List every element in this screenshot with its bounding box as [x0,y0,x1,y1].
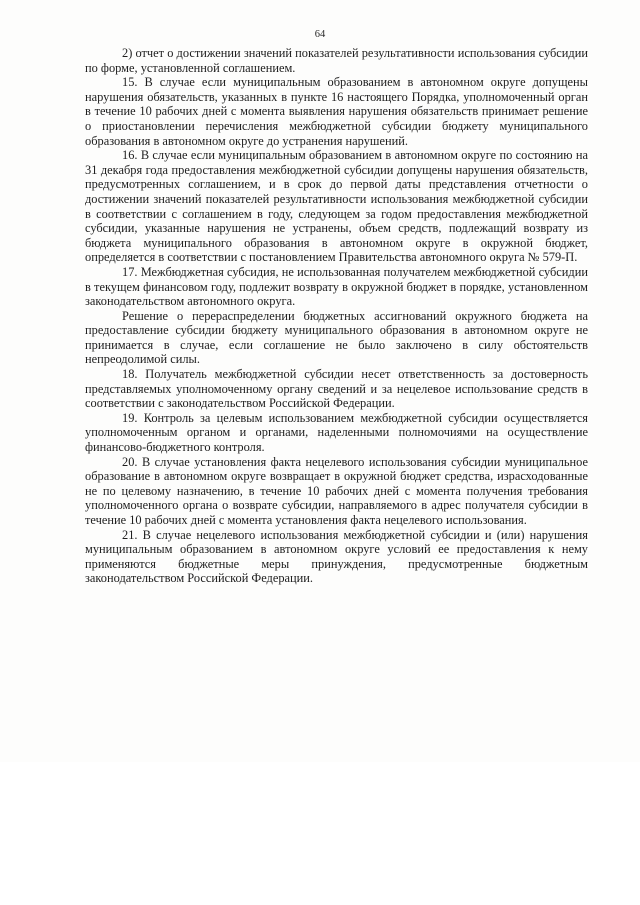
paragraph-item-2: 2) отчет о достижении значений показателей результативности использования субсидии по форме, установленной соглашением. [85,46,588,75]
paragraph-clause-17: 17. Межбюджетная субсидия, не использованная получателем межбюджетной субсидии в текущем финансовом году, подлежит возврату в окружной бюджет в порядке, установленном законодательством автономного округа. [85,264,588,309]
paragraph-clause-21: 21. В случае нецелевого использования межбюджетной субсидии и (или) нарушения муниципальным образованием в автономном округе условий ее предоставления к нему применяются бюджетные меры принуждения, предусмотренные бюджетным законодательством Российской Федерации. [85,527,588,586]
document-body [85,46,588,586]
paragraph-redistribution-decision: Решение о перераспределении бюджетных ассигнований окружного бюджета на предоставление субсидии бюджету муниципального образования в автономном округе не принимается в случае, если соглашение не было заключено в силу обстоятельств непреодолимой силы. [85,308,588,367]
paragraph-clause-19: 19. Контроль за целевым использованием межбюджетной субсидии осуществляется уполномоченным органом и органами, наделенными полномочиями на осуществление финансово-бюджетного контроля. [85,410,588,455]
paragraph-clause-15: 15. В случае если муниципальным образованием в автономном округе допущены нарушения обязательств, указанных в пункте 16 настоящего Порядка, уполномоченный орган в течение 10 рабочих дней с момента выявления нарушения обязательств принимает решение о приостановлении перечисления межбюджетной субсидии бюджету муниципального образования в автономном округе до устранения нарушений. [85,75,588,148]
blank-area [0,762,640,905]
paragraph-clause-16: 16. В случае если муниципальным образованием в автономном округе по состоянию на 31 декабря года предоставления межбюджетной субсидии допущены нарушения обязательств, предусмотренных соглашением, и в срок до первой даты представления отчетности о достижении значений показателей результативности использования межбюджетной субсидии в соответствии с соглашением в году, следующем за годом предоставления межбюджетной субсидии, указанные нарушения не устранены, объем средств, подлежащий возврату из бюджета муниципального образования в автономном округе в окружной бюджет, определяется в соответствии с постановлением Правительства автономного округа № 579-П. [85,148,588,265]
paragraph-clause-20: 20. В случае установления факта нецелевого использования субсидии муниципальное образование в автономном округе возвращает в окружной бюджет средства, израсходованные не по целевому назначению, в течение 10 рабочих дней с момента получения требования уполномоченного органа о возврате субсидии, направляемого в адрес получателя субсидии в течение 10 рабочих дней с момента установления факта нецелевого использования. [85,454,588,527]
page-number: 64 [314,29,326,40]
paragraph-clause-18: 18. Получатель межбюджетной субсидии несет ответственность за достоверность представляемых уполномоченному органу сведений и за нецелевое использование средств в соответствии с законодательством Российской Федерации. [85,367,588,411]
